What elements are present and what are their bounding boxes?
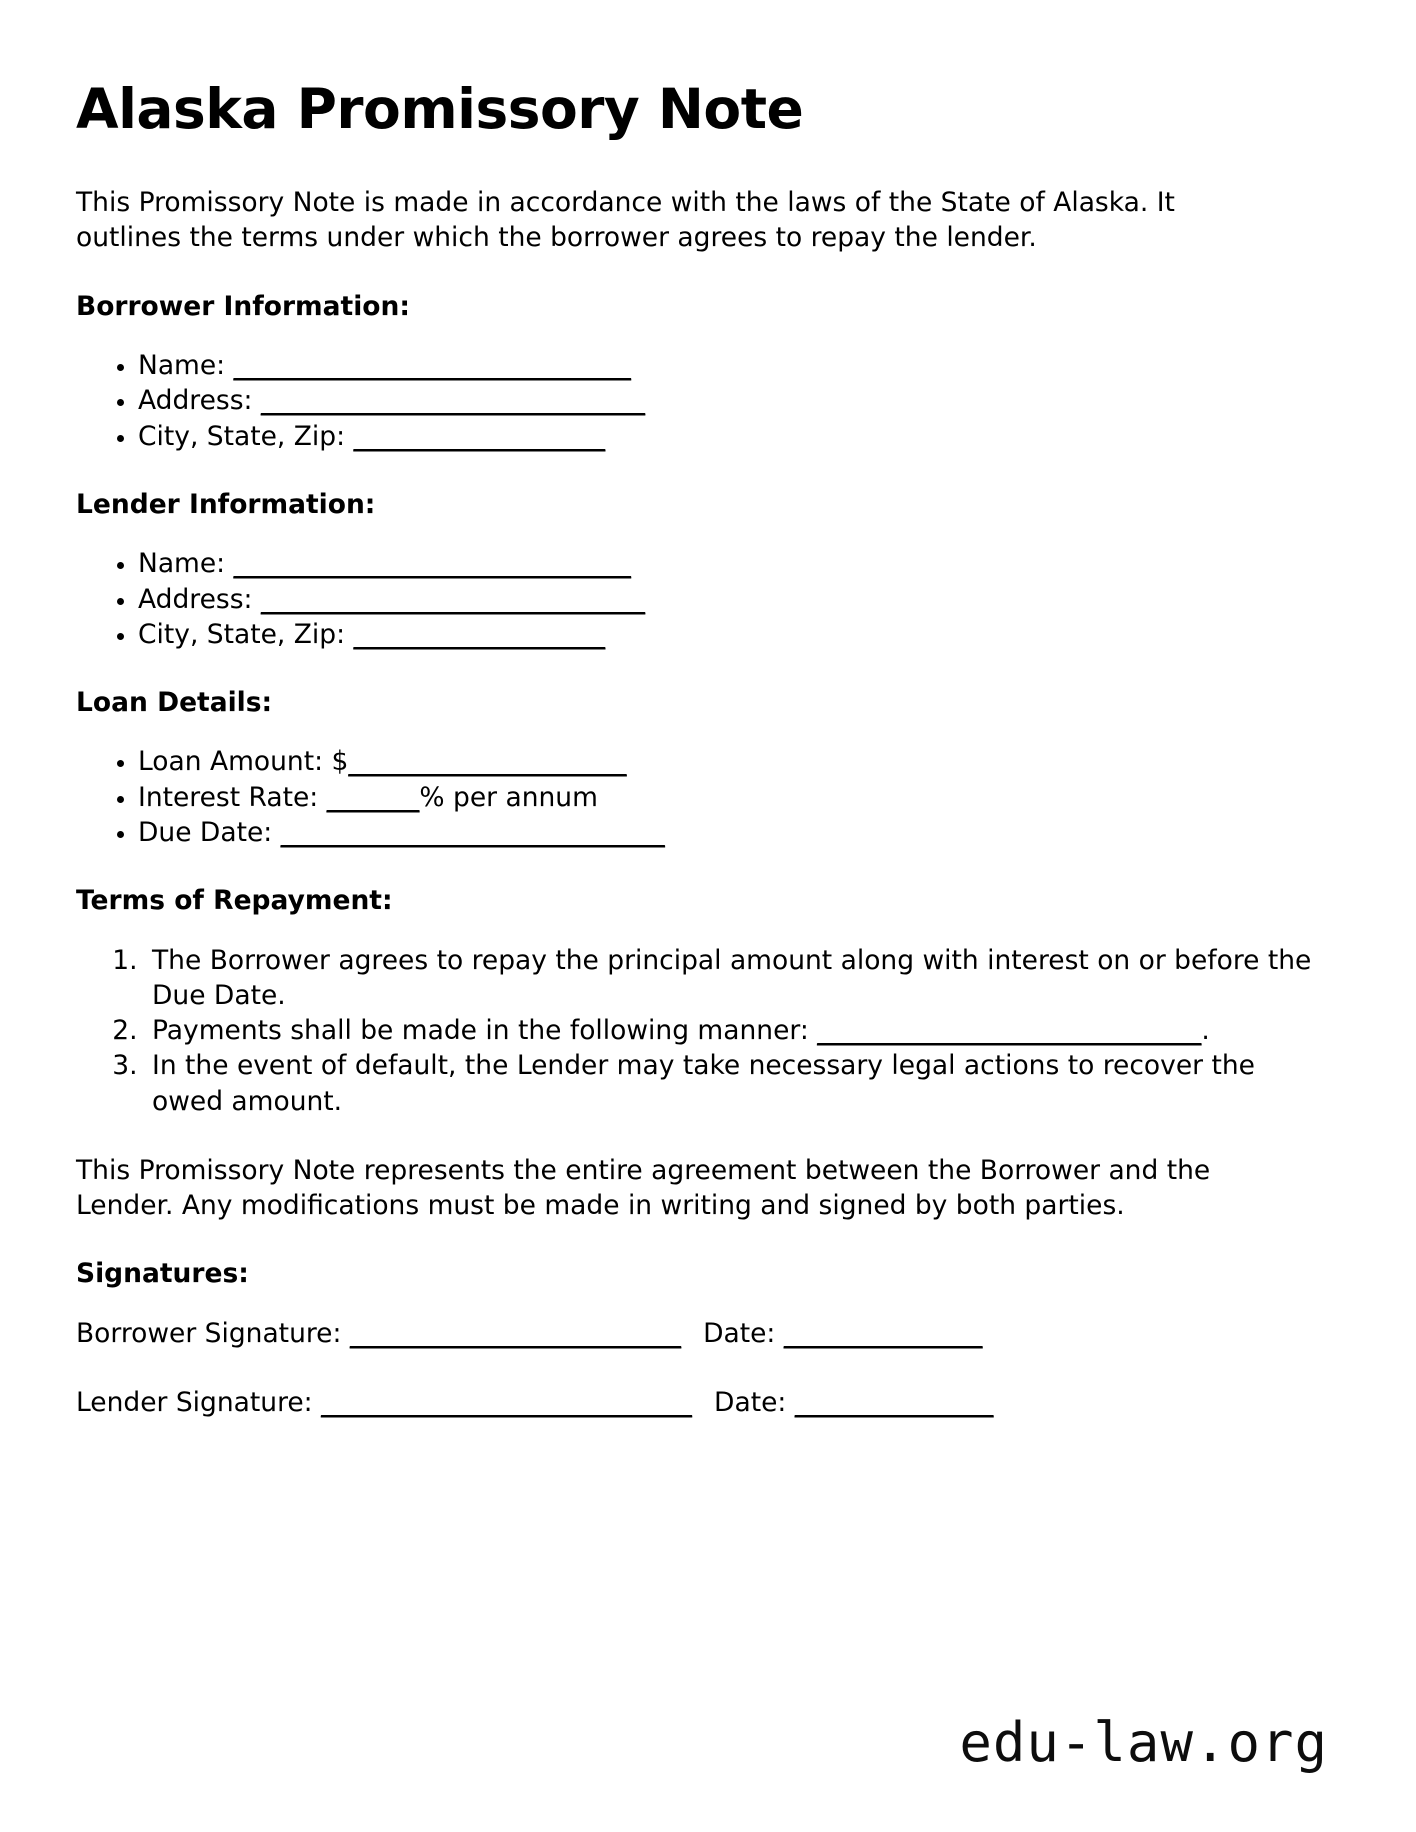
loan-details-fields: [76, 744, 1326, 850]
lender-information-fields: [76, 546, 1326, 652]
field-label-lender-address: Address:: [138, 583, 261, 615]
section-heading-signatures: Signatures:: [76, 1258, 249, 1290]
intro-paragraph: This Promissory Note is made in accordance with the laws of the State of Alaska. It outlines the terms under which the borrower agrees to repay the lender.: [76, 187, 1175, 254]
field-blank-borrower-address[interactable]: _____________________________: [260, 385, 646, 417]
list-item: [146, 1013, 1326, 1048]
list-item: [138, 383, 1326, 418]
term-blank-2[interactable]: _____________________________: [817, 1015, 1202, 1047]
term-text-after-2: .: [1201, 1015, 1210, 1047]
term-text-2: Payments shall be made in the following manner:: [152, 1015, 818, 1047]
term-text-3: In the event of default, the Lender may take necessary legal actions to recover the owed amount.: [152, 1050, 1255, 1117]
date-blank-lender[interactable]: _______________: [794, 1386, 994, 1418]
closing-paragraph: This Promissory Note represents the entire agreement between the Borrower and the Lender. Any modifications must be made in writing and signed by both parties.: [76, 1154, 1211, 1221]
field-blank-borrower-name[interactable]: ______________________________: [233, 350, 632, 382]
signature-blank-lender[interactable]: ____________________________: [321, 1386, 693, 1418]
list-item: [138, 780, 1326, 815]
list-item: [138, 582, 1326, 617]
field-blank-lender-name[interactable]: ______________________________: [233, 548, 632, 580]
site-watermark: edu-law.org: [959, 1711, 1328, 1774]
field-blank-lender-address[interactable]: _____________________________: [260, 583, 646, 615]
terms-of-repayment-list: [76, 943, 1326, 1119]
term-text-1: The Borrower agrees to repay the principal amount along with interest on or before the Due Date.: [152, 944, 1312, 1011]
section-heading-terms-of-repayment: Terms of Repayment:: [76, 885, 393, 917]
signature-block: [76, 1316, 1326, 1420]
field-blank-due-date[interactable]: _____________________________: [280, 816, 665, 848]
list-item: [138, 546, 1326, 581]
list-item: [146, 1048, 1326, 1118]
section-heading-loan-details: Loan Details:: [76, 687, 273, 718]
field-label-borrower-city-state-zip: City, State, Zip:: [138, 420, 354, 452]
field-blank-lender-city-state-zip[interactable]: ___________________: [353, 618, 606, 650]
signature-row-lender: [76, 1385, 1326, 1420]
field-suffix-interest-rate: % per annum: [419, 781, 598, 813]
signature-label-lender: Lender Signature:: [76, 1386, 322, 1418]
field-label-loan-amount: Loan Amount: $: [138, 746, 349, 778]
signature-blank-borrower[interactable]: _________________________: [349, 1317, 682, 1349]
field-label-due-date: Due Date:: [138, 816, 281, 848]
list-item: [138, 617, 1326, 652]
signature-label-borrower: Borrower Signature:: [76, 1317, 350, 1349]
date-blank-borrower[interactable]: _______________: [783, 1317, 983, 1349]
borrower-information-fields: [76, 348, 1326, 454]
field-label-interest-rate: Interest Rate:: [138, 781, 327, 813]
field-blank-borrower-city-state-zip[interactable]: ___________________: [353, 420, 606, 452]
list-item: [146, 943, 1326, 1013]
list-item: [138, 744, 1326, 779]
field-label-lender-city-state-zip: City, State, Zip:: [138, 618, 354, 650]
section-heading-borrower-information: Borrower Information:: [76, 290, 410, 322]
field-blank-interest-rate[interactable]: _______: [326, 781, 420, 813]
field-label-lender-name: Name:: [138, 548, 234, 580]
list-item: [138, 419, 1326, 454]
field-label-borrower-address: Address:: [138, 385, 261, 417]
signature-row-borrower: [76, 1316, 1326, 1351]
date-label-lender: Date:: [714, 1386, 795, 1418]
list-item: [138, 348, 1326, 383]
field-label-borrower-name: Name:: [138, 350, 234, 382]
page-title: Alaska Promissory Note: [76, 77, 804, 141]
list-item: [138, 815, 1326, 850]
date-label-borrower: Date:: [703, 1317, 784, 1349]
section-heading-lender-information: Lender Information:: [76, 488, 376, 520]
field-blank-loan-amount[interactable]: _____________________: [348, 746, 627, 778]
